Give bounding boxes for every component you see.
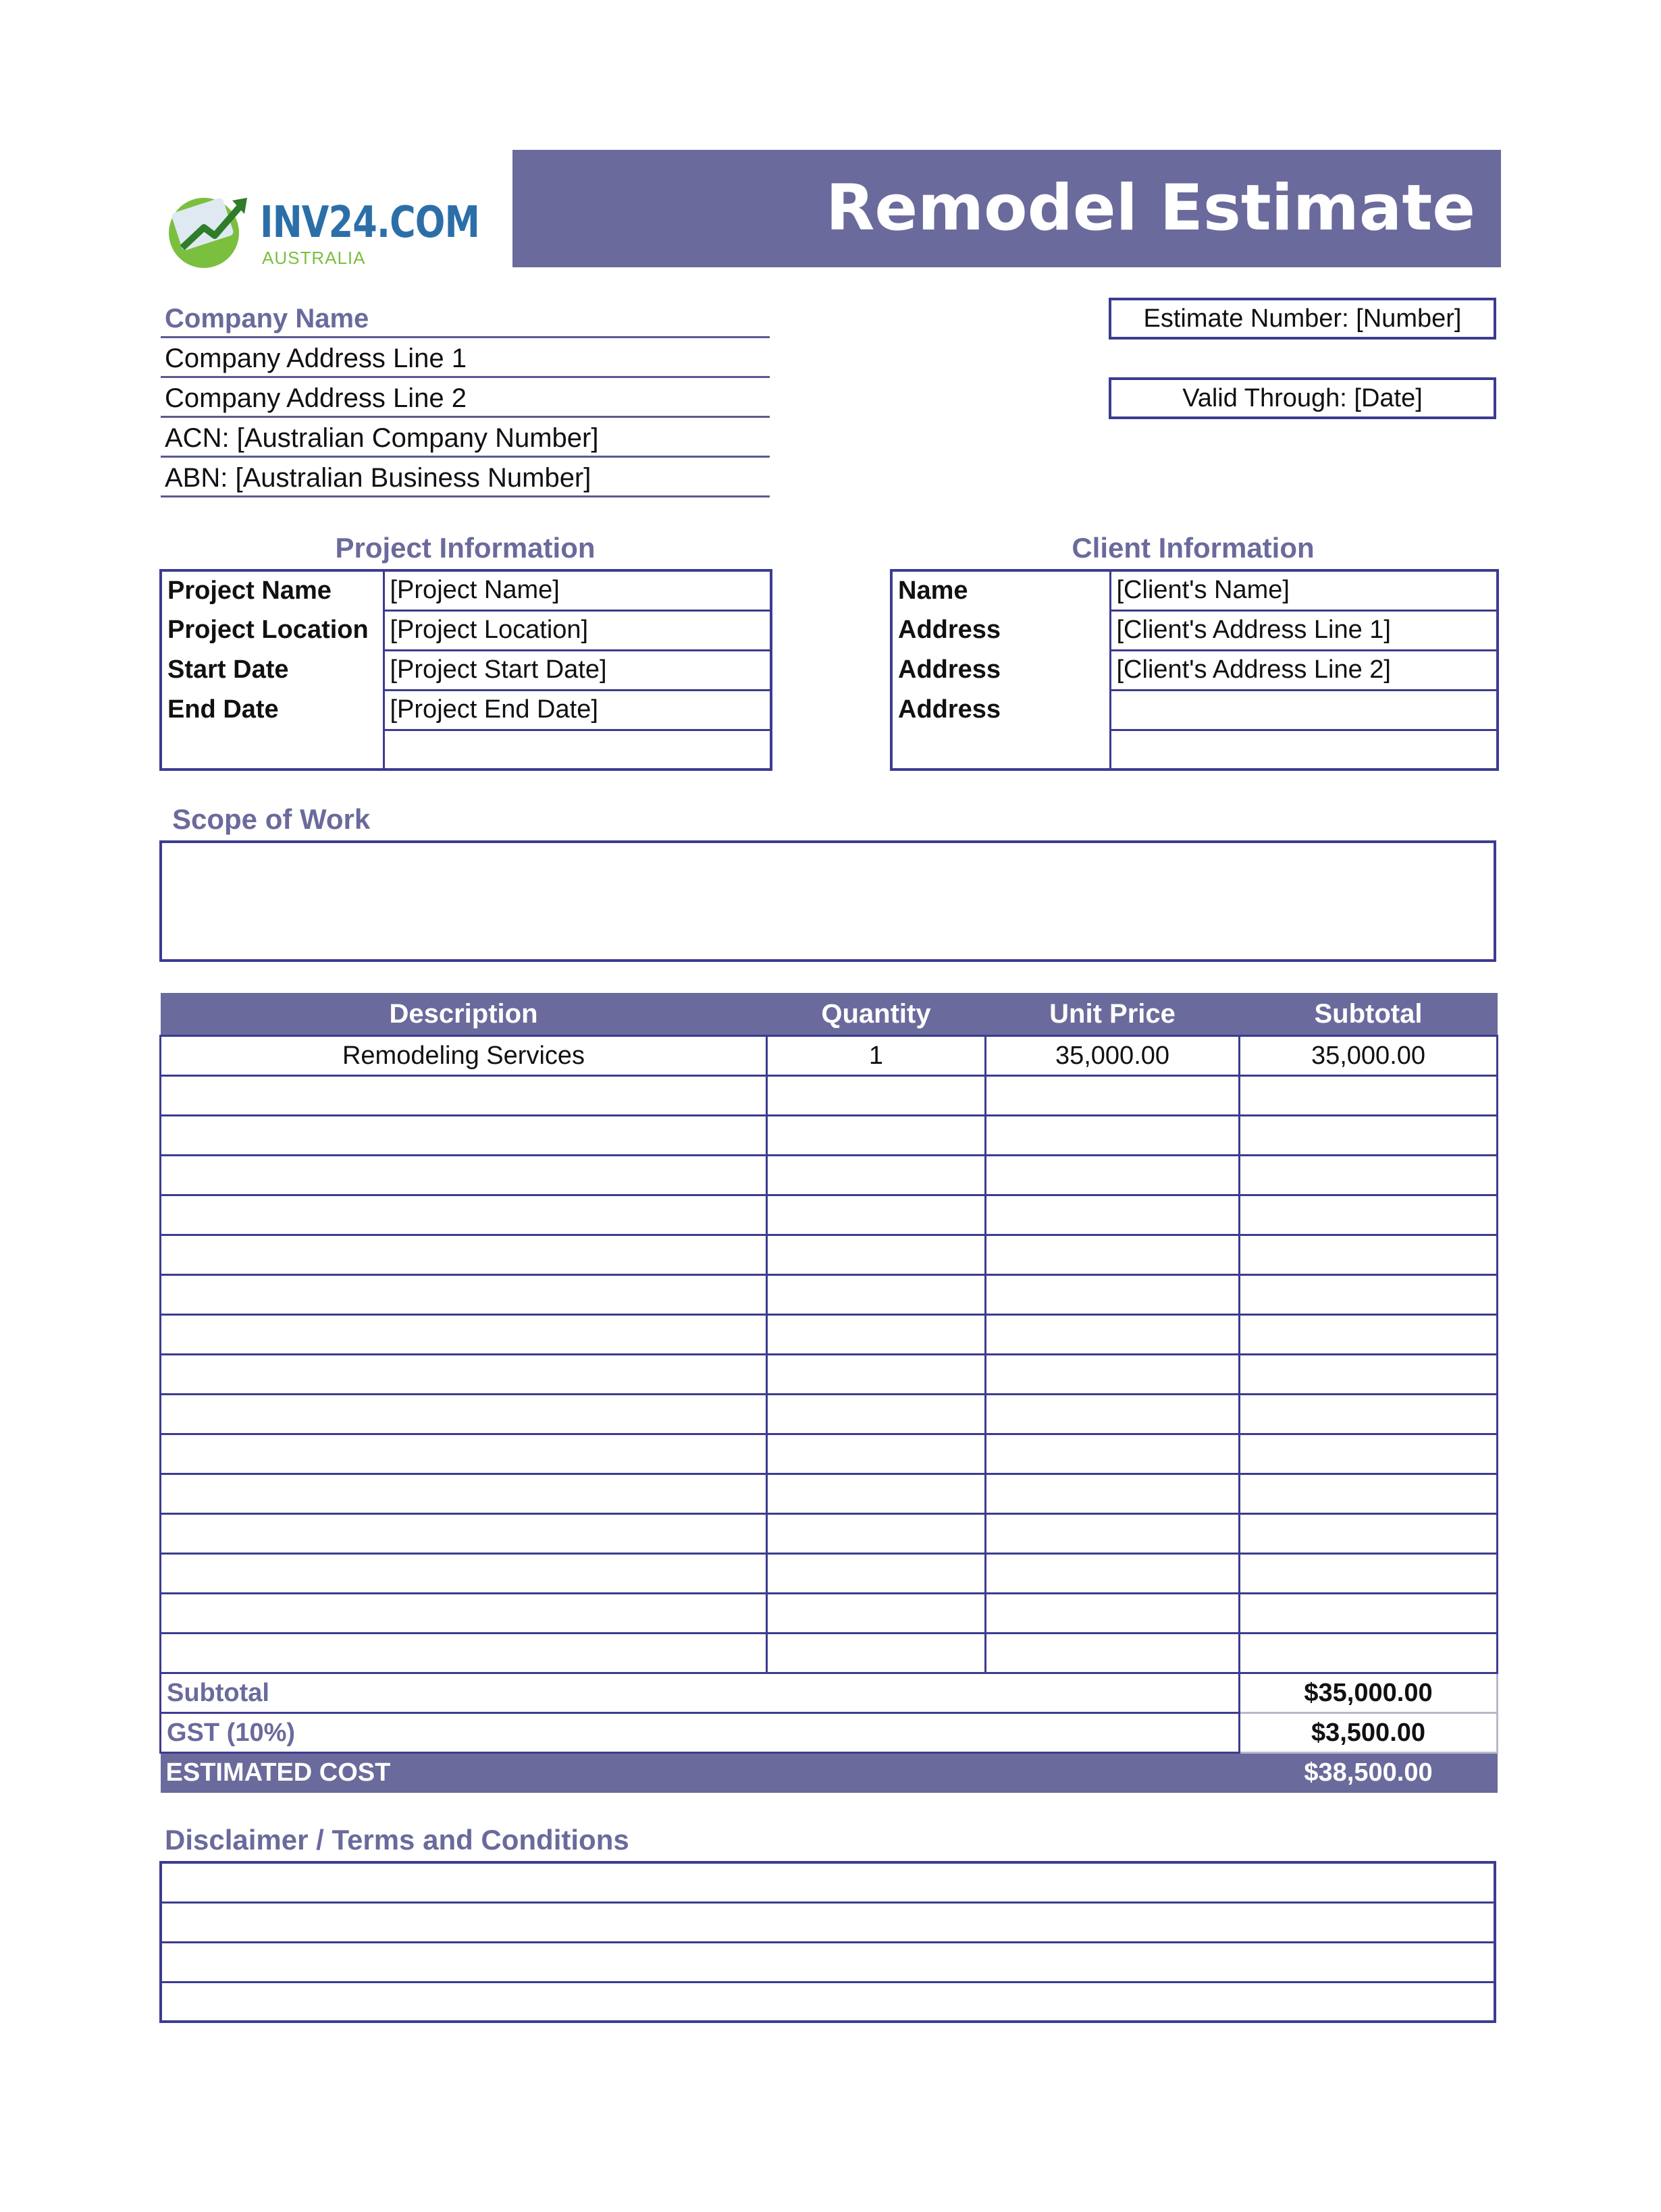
cell-quantity[interactable]	[767, 1474, 986, 1514]
project-location-value[interactable]: [Project Location]	[384, 610, 771, 650]
client-name-label: Name	[898, 576, 968, 605]
project-name-label: Project Name	[167, 576, 332, 605]
table-row	[161, 650, 771, 690]
estimate-number-field[interactable]: Estimate Number: [Number]	[1109, 298, 1496, 340]
cell-unit-price[interactable]	[986, 1634, 1240, 1673]
project-name-value[interactable]: [Project Name]	[384, 570, 771, 610]
disclaimer-line-3[interactable]	[161, 1942, 1495, 1982]
gst-value: $3,500.00	[1240, 1713, 1498, 1753]
company-abn: ABN: [Australian Business Number]	[161, 458, 770, 497]
table-row	[161, 1036, 1498, 1076]
project-extra-value[interactable]	[384, 730, 771, 770]
table-row	[161, 570, 771, 610]
subtotal-label: Subtotal	[161, 1673, 1240, 1713]
cell-description[interactable]	[161, 1116, 767, 1156]
table-row	[161, 730, 771, 770]
end-date-value[interactable]: [Project End Date]	[384, 690, 771, 730]
cell-description[interactable]	[161, 1434, 767, 1474]
table-row	[161, 1474, 1498, 1514]
table-row	[161, 1195, 1498, 1235]
cell-quantity[interactable]	[767, 1634, 986, 1673]
cell-subtotal[interactable]	[1240, 1116, 1498, 1156]
company-address-line-2: Company Address Line 2	[161, 379, 770, 418]
title-banner	[512, 150, 1501, 267]
column-header-quantity: Quantity	[767, 993, 986, 1036]
cell-subtotal[interactable]	[1240, 1315, 1498, 1355]
cell-subtotal[interactable]	[1240, 1355, 1498, 1395]
cell-description[interactable]	[161, 1474, 767, 1514]
table-row	[161, 1395, 1498, 1434]
table-row	[161, 1076, 1498, 1116]
estimated-cost-label: ESTIMATED COST	[161, 1753, 1240, 1793]
cell-quantity[interactable]	[767, 1355, 986, 1395]
disclaimer-line	[161, 1942, 1495, 1982]
table-row	[161, 1554, 1498, 1594]
table-row	[161, 1434, 1498, 1474]
cell-unit-price[interactable]	[986, 1195, 1240, 1235]
disclaimer-heading: Disclaimer / Terms and Conditions	[165, 1824, 629, 1856]
project-info-table	[159, 569, 772, 771]
cell-description[interactable]	[161, 1275, 767, 1315]
gst-row	[161, 1713, 1498, 1753]
cell-unit-price[interactable]	[986, 1594, 1240, 1634]
table-row	[161, 1116, 1498, 1156]
column-header-description: Description	[161, 993, 767, 1036]
cell-quantity[interactable]	[767, 1554, 986, 1594]
client-address-value-3[interactable]	[1110, 690, 1498, 730]
project-location-label: Project Location	[167, 616, 369, 644]
cell-description[interactable]	[161, 1634, 767, 1673]
cell-unit-price[interactable]	[986, 1474, 1240, 1514]
table-row	[161, 1275, 1498, 1315]
start-date-label: Start Date	[167, 655, 289, 684]
logo-subtext: AUSTRALIA	[262, 248, 366, 268]
table-row	[161, 1315, 1498, 1355]
cell-quantity[interactable]	[767, 1156, 986, 1195]
cell-unit-price[interactable]	[986, 1235, 1240, 1275]
cell-description[interactable]	[161, 1554, 767, 1594]
disclaimer-line-1[interactable]	[161, 1862, 1495, 1902]
cell-subtotal[interactable]	[1240, 1514, 1498, 1554]
table-row	[161, 1634, 1498, 1673]
disclaimer-line	[161, 1862, 1495, 1902]
cell-quantity[interactable]	[767, 1116, 986, 1156]
line-items-table	[159, 993, 1498, 1793]
cell-subtotal[interactable]	[1240, 1634, 1498, 1673]
table-header-row	[161, 993, 1498, 1036]
cell-subtotal[interactable]	[1240, 1434, 1498, 1474]
cell-subtotal[interactable]	[1240, 1594, 1498, 1634]
company-name: Company Name	[161, 299, 770, 338]
logo-mark-icon	[162, 186, 257, 273]
cell-subtotal[interactable]: 35,000.00	[1240, 1036, 1498, 1076]
cell-description[interactable]: Remodeling Services	[161, 1036, 767, 1076]
cell-unit-price[interactable]	[986, 1434, 1240, 1474]
estimated-cost-value: $38,500.00	[1240, 1753, 1498, 1793]
disclaimer-line-4[interactable]	[161, 1982, 1495, 2022]
disclaimer-line	[161, 1902, 1495, 1942]
client-address-label-3: Address	[898, 695, 1001, 724]
cell-description[interactable]	[161, 1076, 767, 1116]
client-address-value-1[interactable]: [Client's Address Line 1]	[1110, 610, 1498, 650]
disclaimer-line	[161, 1982, 1495, 2022]
cell-subtotal[interactable]	[1240, 1156, 1498, 1195]
cell-quantity[interactable]	[767, 1434, 986, 1474]
table-row	[891, 730, 1498, 770]
table-row	[161, 1235, 1498, 1275]
cell-unit-price[interactable]	[986, 1355, 1240, 1395]
table-row	[161, 1355, 1498, 1395]
cell-subtotal[interactable]	[1240, 1474, 1498, 1514]
logo-text: INV24.COM	[260, 198, 480, 248]
table-row	[161, 690, 771, 730]
cell-quantity[interactable]: 1	[767, 1036, 986, 1076]
cell-description[interactable]	[161, 1195, 767, 1235]
cell-quantity[interactable]	[767, 1315, 986, 1355]
cell-quantity[interactable]	[767, 1235, 986, 1275]
client-extra-label	[891, 730, 1110, 770]
client-address-label-2: Address	[898, 655, 1001, 684]
cell-unit-price[interactable]	[986, 1275, 1240, 1315]
scope-of-work-field[interactable]	[159, 840, 1496, 962]
cell-quantity[interactable]	[767, 1195, 986, 1235]
cell-quantity[interactable]	[767, 1594, 986, 1634]
cell-quantity[interactable]	[767, 1076, 986, 1116]
company-logo	[162, 186, 480, 273]
table-row	[161, 1156, 1498, 1195]
cell-unit-price[interactable]: 35,000.00	[986, 1036, 1240, 1076]
cell-description[interactable]	[161, 1315, 767, 1355]
cell-quantity[interactable]	[767, 1395, 986, 1434]
cell-unit-price[interactable]	[986, 1116, 1240, 1156]
table-row	[891, 690, 1498, 730]
client-address-value-2[interactable]: [Client's Address Line 2]	[1110, 650, 1498, 690]
cell-subtotal[interactable]	[1240, 1076, 1498, 1116]
disclaimer-table	[159, 1861, 1496, 2023]
cell-quantity[interactable]	[767, 1275, 986, 1315]
cell-description[interactable]	[161, 1156, 767, 1195]
disclaimer-line-2[interactable]	[161, 1902, 1495, 1942]
cell-description[interactable]	[161, 1594, 767, 1634]
cell-quantity[interactable]	[767, 1514, 986, 1554]
table-row	[891, 610, 1498, 650]
cell-description[interactable]	[161, 1235, 767, 1275]
company-acn: ACN: [Australian Company Number]	[161, 419, 770, 458]
table-row	[891, 650, 1498, 690]
client-info-table	[890, 569, 1499, 771]
cell-description[interactable]	[161, 1514, 767, 1554]
project-extra-label	[161, 730, 384, 770]
column-header-unit-price: Unit Price	[986, 993, 1240, 1036]
cell-subtotal[interactable]	[1240, 1275, 1498, 1315]
table-row	[161, 1594, 1498, 1634]
gst-label: GST (10%)	[161, 1713, 1240, 1753]
table-row	[161, 610, 771, 650]
valid-through-field[interactable]: Valid Through: [Date]	[1109, 377, 1496, 419]
client-name-value[interactable]: [Client's Name]	[1110, 570, 1498, 610]
cell-subtotal[interactable]	[1240, 1195, 1498, 1235]
cell-subtotal[interactable]	[1240, 1554, 1498, 1594]
end-date-label: End Date	[167, 695, 279, 724]
company-address-line-1: Company Address Line 1	[161, 339, 770, 378]
subtotal-value: $35,000.00	[1240, 1673, 1498, 1713]
cell-subtotal[interactable]	[1240, 1235, 1498, 1275]
column-header-subtotal: Subtotal	[1240, 993, 1498, 1036]
subtotal-row	[161, 1673, 1498, 1713]
table-row	[891, 570, 1498, 610]
cell-unit-price[interactable]	[986, 1514, 1240, 1554]
client-info-heading: Client Information	[1072, 532, 1315, 564]
cell-unit-price[interactable]	[986, 1076, 1240, 1116]
cell-unit-price[interactable]	[986, 1554, 1240, 1594]
client-extra-value[interactable]	[1110, 730, 1498, 770]
cell-description[interactable]	[161, 1355, 767, 1395]
project-info-heading: Project Information	[335, 532, 596, 564]
page-title: Remodel Estimate	[825, 171, 1475, 245]
client-address-label-1: Address	[898, 616, 1001, 644]
estimated-cost-row	[161, 1753, 1498, 1793]
start-date-value[interactable]: [Project Start Date]	[384, 650, 771, 690]
cell-description[interactable]	[161, 1395, 767, 1434]
table-row	[161, 1514, 1498, 1554]
cell-unit-price[interactable]	[986, 1395, 1240, 1434]
cell-subtotal[interactable]	[1240, 1395, 1498, 1434]
cell-unit-price[interactable]	[986, 1315, 1240, 1355]
scope-heading: Scope of Work	[172, 803, 371, 835]
cell-unit-price[interactable]	[986, 1156, 1240, 1195]
